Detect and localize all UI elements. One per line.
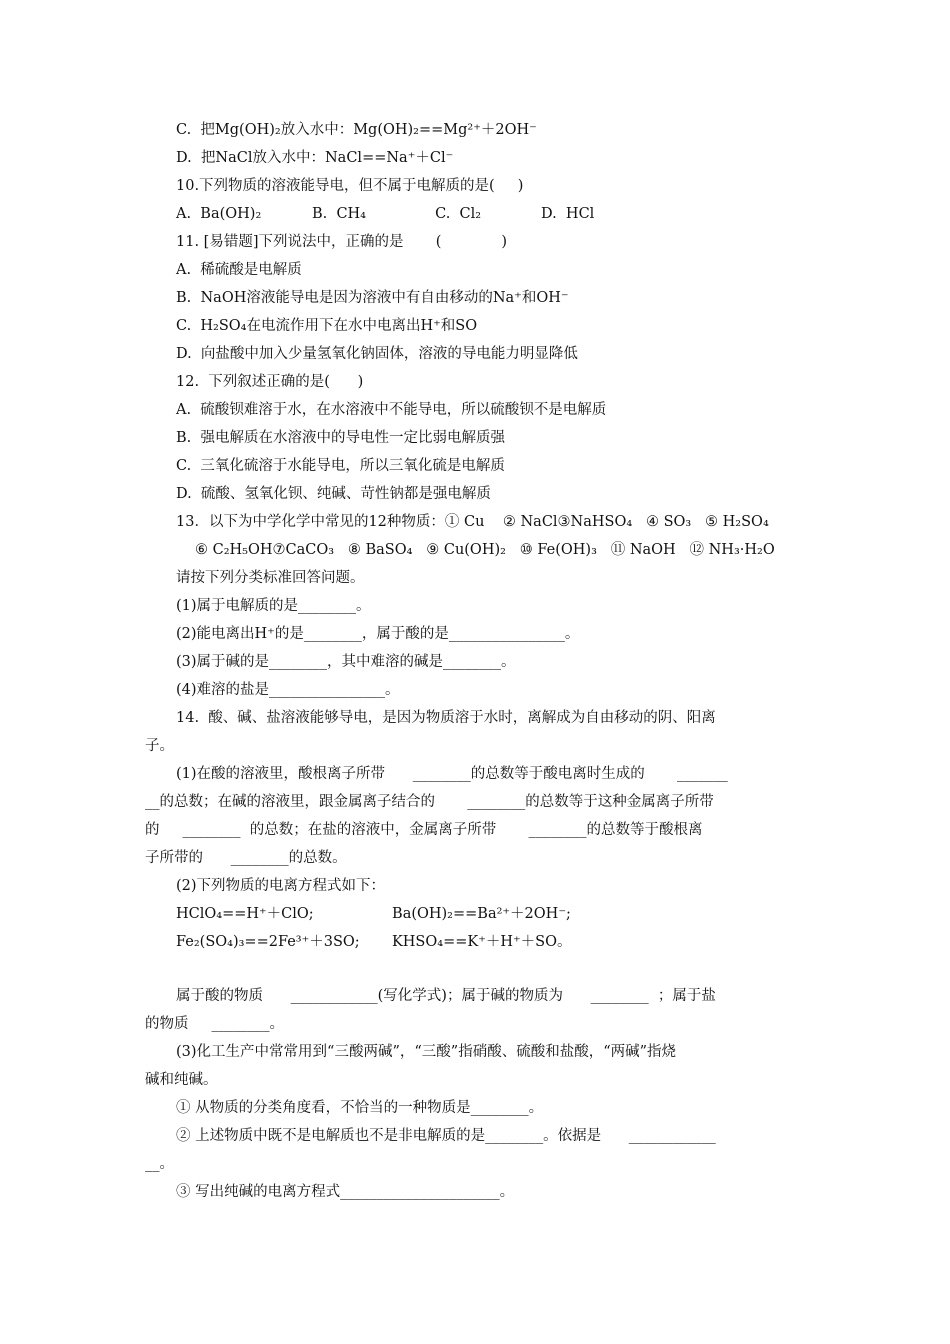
question-12-option-a: A. 硫酸钡难溶于水，在水溶液中不能导电，所以硫酸钡不是电解质 xyxy=(176,402,607,418)
question-14-part-3-item-3: ③ 写出纯碱的电离方程式______________________。 xyxy=(176,1184,515,1200)
question-11-option-b: B. NaOH溶液能导电是因为溶液中有自由移动的Na⁺和OH⁻ xyxy=(176,290,569,306)
question-13-part-3: (3)属于碱的是________，其中难溶的碱是________。 xyxy=(176,654,516,670)
question-11-option-c: C. H₂SO₄在电流作用下在水中电离出H⁺和SO xyxy=(176,318,478,334)
question-14-part-1-line-2: __的总数；在碱的溶液里，跟金属离子结合的 ________的总数等于这种金属离子所带 xyxy=(145,794,714,810)
question-13-part-4: (4)难溶的盐是________________。 xyxy=(176,682,400,698)
question-14-part-1-line-3: 的 ________ 的总数；在盐的溶液中，金属离子所带 ________的总数等于酸根离 xyxy=(145,822,703,838)
question-11-option-d: D. 向盐酸中加入少量氢氧化钠固体，溶液的导电能力明显降低 xyxy=(176,346,578,362)
question-14-part-3-item-1: ① 从物质的分类角度看，不恰当的一种物质是________。 xyxy=(176,1100,544,1116)
question-14-part-3-stem: (3)化工生产中常常用到“三酸两碱”，“三酸”指硝酸、硫酸和盐酸，“两碱”指烧 xyxy=(176,1044,677,1060)
question-14-part-2-answer-line-2: 的物质 ________。 xyxy=(145,1016,285,1032)
question-12-stem: 12. 下列叙述正确的是( ) xyxy=(176,374,364,390)
question-14-part-2-stem: (2)下列物质的电离方程式如下： xyxy=(176,878,386,894)
question-14-part-3-item-2: ② 上述物质中既不是电解质也不是非电解质的是________。依据是 ____________ xyxy=(176,1128,716,1144)
question-14-part-3-stem-cont: 碱和纯碱。 xyxy=(145,1072,218,1088)
question-11-stem: 11. [易错题]下列说法中，正确的是 ( ) xyxy=(176,234,507,250)
question-14-part-1-line-1: (1)在酸的溶液里，酸根离子所带 ________的总数等于酸电离时生成的 _______ xyxy=(176,766,728,782)
question-10-options: A. Ba(OH)₂ B. CH₄ C. Cl₂ D. HCl xyxy=(176,206,595,222)
question-13-instruction: 请按下列分类标准回答问题。 xyxy=(176,570,365,586)
question-14-part-3-item-2-cont: __。 xyxy=(145,1156,174,1172)
question-13-part-2: (2)能电离出H⁺的是________，属于酸的是________________。 xyxy=(176,626,580,642)
question-14-stem: 14. 酸、碱、盐溶液能够导电，是因为物质溶于水时，离解成为自由移动的阴、阳离 xyxy=(176,710,716,726)
question-14-part-1-line-4: 子所带的 ________的总数。 xyxy=(145,850,347,866)
option-d-nacl: D. 把NaCl放入水中：NaCl==Na⁺＋Cl⁻ xyxy=(176,150,454,166)
question-13-stem: 13．以下为中学化学中常见的12种物质：① Cu ② NaCl③NaHSO₄ ④ SO₃ ⑤ H₂SO₄ xyxy=(176,514,769,530)
question-14-part-2-answer-line-1: 属于酸的物质 ____________(写化学式)；属于碱的物质为 ________ ；属于盐 xyxy=(176,988,716,1004)
question-14-stem-cont: 子。 xyxy=(145,738,174,754)
question-12-option-c: C. 三氧化硫溶于水能导电，所以三氧化硫是电解质 xyxy=(176,458,505,474)
question-11-option-a: A. 稀硫酸是电解质 xyxy=(176,262,302,278)
ionization-equations-row-2: Fe₂(SO₄)₃==2Fe³⁺＋3SO; KHSO₄==K⁺＋H⁺＋SO。 xyxy=(176,934,572,950)
question-12-option-d: D. 硫酸、氢氧化钡、纯碱、苛性钠都是强电解质 xyxy=(176,486,491,502)
ionization-equations-row-1: HClO₄==H⁺＋ClO; Ba(OH)₂==Ba²⁺＋2OH⁻; xyxy=(176,906,571,922)
question-13-substances: ⑥ C₂H₅OH⑦CaCO₃ ⑧ BaSO₄ ⑨ Cu(OH)₂ ⑩ Fe(OH)₃ ⑪ NaOH ⑫ NH₃·H₂O xyxy=(195,542,775,558)
option-c-mgoh2: C. 把Mg(OH)₂放入水中：Mg(OH)₂==Mg²⁺＋2OH⁻ xyxy=(176,122,537,138)
question-12-option-b: B. 强电解质在水溶液中的导电性一定比弱电解质强 xyxy=(176,430,505,446)
question-13-part-1: (1)属于电解质的是________。 xyxy=(176,598,371,614)
question-10-stem: 10.下列物质的溶液能导电，但不属于电解质的是( ) xyxy=(176,178,524,194)
